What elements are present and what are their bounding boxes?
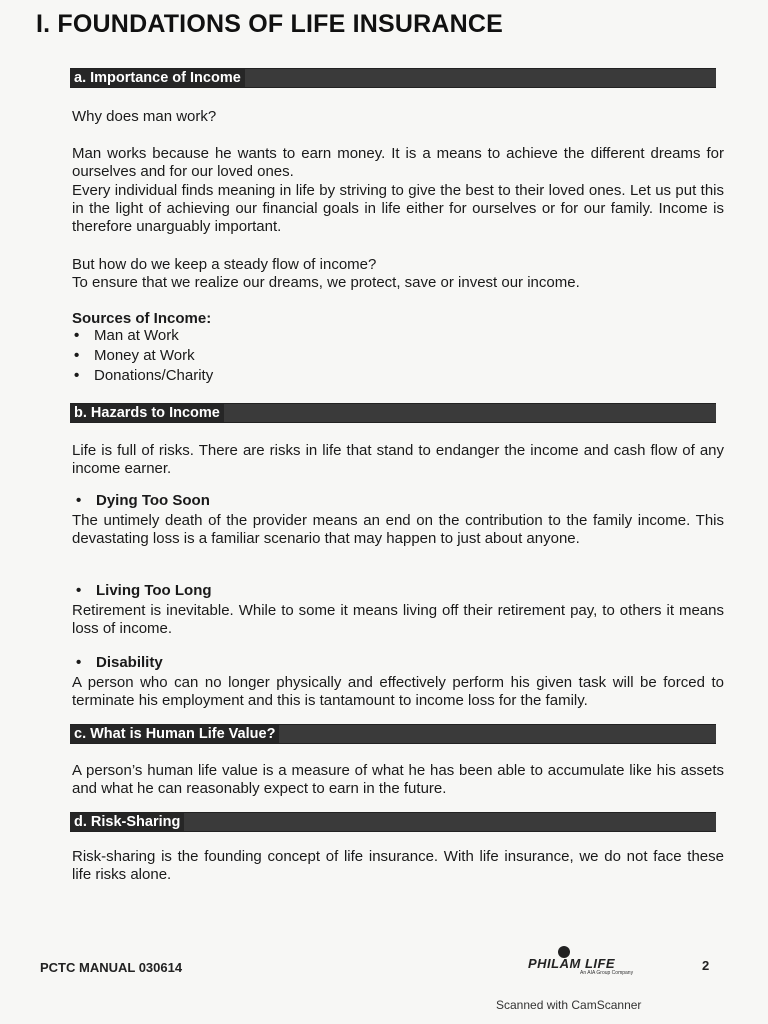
hazard-text: The untimely death of the provider means an end on the contribution to the family income. This devastating loss is a familiar scenario that may happen to just about anyone. <box>72 512 724 547</box>
section-a-paragraph-4: To ensure that we realize our dreams, we protect, save or invest our income. <box>72 274 580 291</box>
section-a-question: Why does man work? <box>72 108 217 125</box>
section-a-paragraph-2: Every individual finds meaning in life by striving to give the best to their loved ones. Let us put this in the light of achieving our financial goals in life either for ourselves or for our family. Income is therefore unarguably important. <box>72 182 724 235</box>
hazard-title: • Living Too Long <box>76 582 212 599</box>
logo-text: PHILAM LIFE <box>528 956 616 971</box>
scanner-note: Scanned with CamScanner <box>496 998 642 1012</box>
section-a-paragraph-3: But how do we keep a steady flow of income? <box>72 256 377 273</box>
philam-life-logo <box>528 946 648 980</box>
section-c-header <box>70 724 716 744</box>
list-item: • Money at Work <box>74 346 213 366</box>
hazard-text: Retirement is inevitable. While to some it means living off their retirement pay, to others it means loss of income. <box>72 602 724 637</box>
section-d-header <box>70 812 716 832</box>
section-d-text: Risk-sharing is the founding concept of life insurance. With life insurance, we do not face these life risks alone. <box>72 848 724 883</box>
section-c-heading: c. What is Human Life Value? <box>70 725 279 743</box>
footer-manual-code: PCTC MANUAL 030614 <box>40 960 183 975</box>
hazard-title: • Disability <box>76 654 163 671</box>
list-item: • Man at Work <box>74 326 213 346</box>
sources-label: Sources of Income: <box>72 310 212 327</box>
section-c-text: A person’s human life value is a measure of what he has been able to accumulate like his assets and what he can reasonably expect to earn in the future. <box>72 762 724 797</box>
section-b-intro: Life is full of risks. There are risks in life that stand to endanger the income and cash flow of any income earner. <box>72 442 724 477</box>
list-item: • Donations/Charity <box>74 366 213 386</box>
page-title: I. FOUNDATIONS OF LIFE INSURANCE <box>36 10 504 38</box>
logo-subtitle: An AIA Group Company <box>580 970 634 976</box>
section-a-header <box>70 68 716 88</box>
section-d-heading: d. Risk-Sharing <box>70 813 184 831</box>
section-b-heading: b. Hazards to Income <box>70 404 224 422</box>
hazard-title: • Dying Too Soon <box>76 492 210 509</box>
sources-list <box>74 326 213 386</box>
hazard-text: A person who can no longer physically and effectively perform his given task will be forced to terminate his employment and this is tantamount to income loss for the family. <box>72 674 724 709</box>
section-a-paragraph-1: Man works because he wants to earn money. It is a means to achieve the different dreams for ourselves and for our loved ones. <box>72 145 724 180</box>
section-a-heading: a. Importance of Income <box>70 69 245 87</box>
page-number: 2 <box>702 958 710 973</box>
section-b-header <box>70 403 716 423</box>
